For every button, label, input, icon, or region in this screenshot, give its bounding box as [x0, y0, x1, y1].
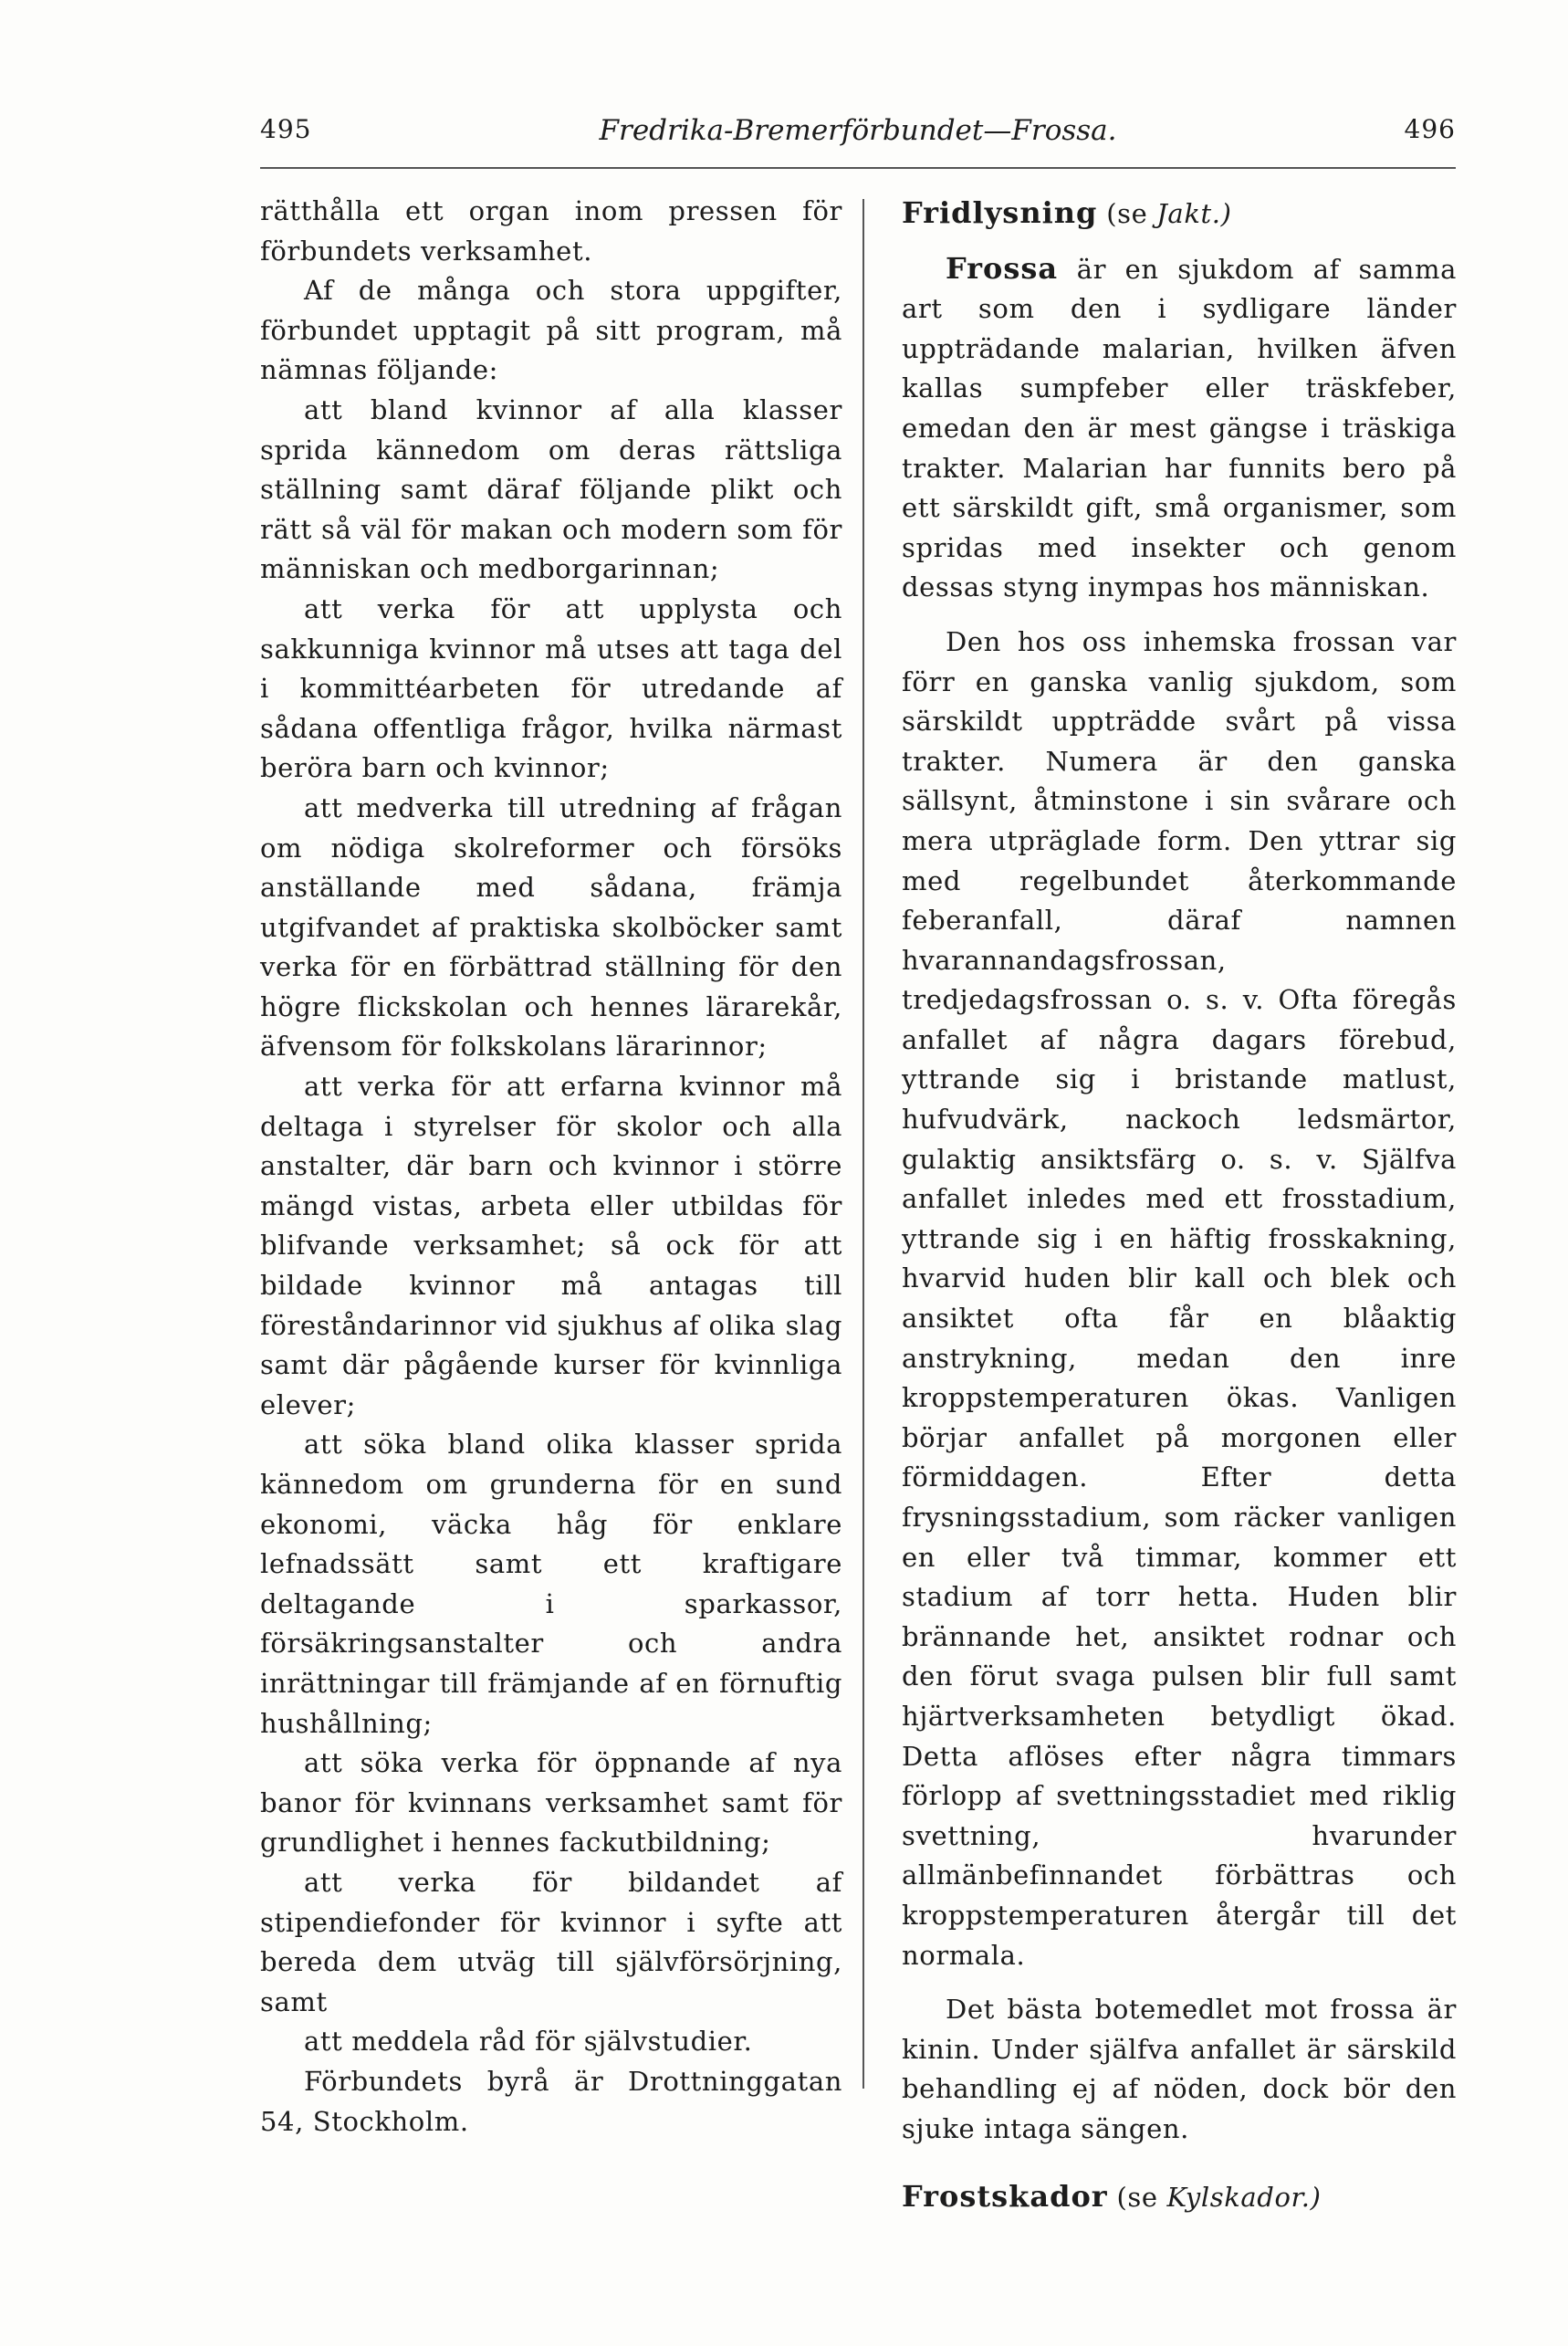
- entry-frostskador: [902, 2177, 1457, 2218]
- headword: Fridlysning: [902, 195, 1098, 230]
- column-divider: [862, 199, 864, 2089]
- paragraph: Den hos oss inhemska frossan var förr en ganska vanlig sjukdom, som särskildt uppträdde svårt på vissa trakter. Numera är den ganska sällsynt, åtminstone i sin svårare och mera utpräglade form. Den yttrar sig med regelbundet återkommande feberanfall, däraf namnen hvarannandagsfrossan, tredjedagsfrossan o. s. v. Ofta föregås anfallet af några dagars förebud, yttrande sig i bristande matlust, hufvudvärk, nackoch ledsmärtor, gulaktig ansiktsfärg o. s. v. Själfva anfallet inledes med ett frosstadium, yttrande sig i en häftig frosskakning, hvarvid huden blir kall och blek och ansiktet ofta får en blåaktig anstrykning, medan den inre kroppstemperaturen ökas. Vanligen börjar anfallet på morgonen eller förmiddagen. Efter detta frysningsstadium, som räcker vanligen en eller två timmar, kommer ett stadium af torr hetta. Huden blir brännande het, ansiktet rodnar och den förut svaga pulsen blir full samt hjärtverksamheten betydligt ökad. Detta aflöses efter några timmars förlopp af svettningsstadiet med riklig svettning, hvarunder allmänbefinnandet förbättras och kroppstemperaturen återgår till det normala.: [902, 625, 1457, 1971]
- cross-reference-prefix: (se: [1106, 198, 1148, 229]
- paragraph: Det bästa botemedlet mot frossa är kinin. Under själfva anfallet är särskild behandling ej af nöden, dock bör den sjuke intaga sängen.: [902, 1994, 1457, 2144]
- headword: Frossa: [946, 250, 1059, 286]
- paragraph: att bland kvinnor af alla klasser sprida kännedom om deras rättsliga ställning samt däraf följande plikt och rätt så väl för makan och modern som för människan och medborgarinnan;: [260, 393, 842, 585]
- entry-fridlysning: [902, 194, 1457, 235]
- paragraph: rätthålla ett organ inom pressen för förbundets verksamhet.: [260, 195, 842, 267]
- header-rule: [260, 167, 1456, 169]
- left-column: [260, 192, 842, 2142]
- paragraph: Förbundets byrå är Drottninggatan 54, Stockholm.: [260, 2065, 842, 2137]
- paragraph: att söka bland olika klasser sprida kännedom om grunderna för en sund ekonomi, väcka håg för enklare lefnadssätt samt ett kraftigare deltagande i sparkassor, försäkringsanstalter och andra inrättningar till främjande af en förnuftig hushållning;: [260, 1429, 842, 1739]
- cross-reference-target: Jakt.): [1156, 198, 1232, 229]
- page-number-right: 496: [1404, 114, 1456, 144]
- paragraph: att söka verka för öppnande af nya banor för kvinnans verksamhet samt för grundlighet i hennes fackutbildning;: [260, 1747, 842, 1859]
- paragraph-spacer: [902, 1975, 1457, 1990]
- page-number-left: 495: [260, 114, 312, 144]
- paragraph: att verka för bildandet af stipendiefonder för kvinnor i syfte att bereda dem utväg till självförsörjning, samt: [260, 1866, 842, 2017]
- entry-frossa: [902, 249, 1457, 608]
- cross-reference-prefix: (se: [1116, 2181, 1158, 2213]
- paragraph-text: är en sjukdom af samma art som den i sydligare länder uppträdande malarian, hvilken äfven kallas sumpfeber eller träskfeber, emedan den är mest gängse i träskiga trakter. Malarian har funnits bero på ett särskildt gift, små organismer, som spridas med insekter och genom dessas styng inympas hos människan.: [902, 253, 1457, 603]
- paragraph: Af de många och stora uppgifter, förbundet upptagit på sitt program, må nämnas följande:: [260, 275, 842, 386]
- paragraph: att medverka till utredning af frågan om nödiga skolreformer och försöks anställande med sådana, främja utgifvandet af praktiska skolböcker samt verka för en förbättrad ställning för den högre flickskolan och hennes lärarekår, äfvensom för folkskolans lärarinnor;: [260, 791, 842, 1063]
- entry-spacer: [902, 2150, 1457, 2175]
- right-column: [902, 192, 1457, 2217]
- running-title: Fredrika-Bremerförbundet—Frossa.: [599, 114, 1117, 147]
- running-header: [260, 114, 1456, 160]
- entry-spacer: [902, 235, 1457, 249]
- paragraph: att verka för att upplysta och sakkunniga kvinnor må utses att taga del i kommittéarbeten för utredande af sådana offentliga frågor, hvilka närmast beröra barn och kvinnor;: [260, 592, 842, 784]
- paragraph: att verka för att erfarna kvinnor må deltaga i styrelser för skolor och alla anstalter, där barn och kvinnor i större mängd vistas, arbeta eller utbildas för blifvande verksamhet; så ock för att bildade kvinnor må antagas till föreståndarinnor vid sjukhus af olika slag samt där pågående kurser för kvinnliga elever;: [260, 1071, 842, 1420]
- paragraph: att meddela råd för självstudier.: [304, 2026, 753, 2058]
- paragraph-spacer: [902, 608, 1457, 623]
- headword: Frostskador: [902, 2178, 1108, 2214]
- cross-reference-target: Kylskador.): [1166, 2181, 1322, 2213]
